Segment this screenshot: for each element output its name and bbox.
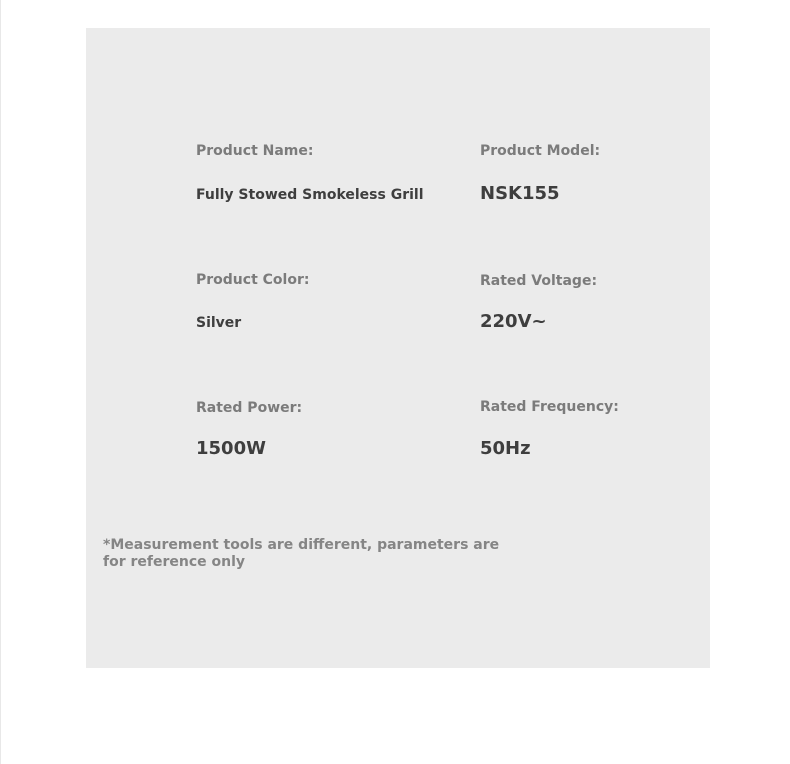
spec-value: 220V~ <box>480 311 547 332</box>
spec-label: Product Color: <box>196 272 310 288</box>
spec-value: Fully Stowed Smokeless Grill <box>196 187 424 203</box>
spec-label: Rated Power: <box>196 400 303 416</box>
spec-value: NSK155 <box>480 183 560 204</box>
spec-label: Product Name: <box>196 143 314 159</box>
spec-product-model <box>480 143 600 205</box>
spec-label: Rated Frequency: <box>480 399 619 415</box>
spec-value: 1500W <box>196 438 266 459</box>
spec-rated-power <box>196 400 302 460</box>
spec-product-color <box>196 272 309 332</box>
spec-label: Rated Voltage: <box>480 273 598 289</box>
spec-label: Product Model: <box>480 143 601 159</box>
spec-value: Silver <box>196 315 242 331</box>
spec-rated-voltage <box>480 273 597 333</box>
reference-note: *Measurement tools are different, parameters are for reference only <box>103 537 500 570</box>
spec-panel <box>86 28 710 668</box>
left-border <box>0 0 1 764</box>
spec-rated-frequency <box>480 399 619 460</box>
spec-value: 50Hz <box>480 438 531 459</box>
spec-product-name <box>196 143 424 204</box>
